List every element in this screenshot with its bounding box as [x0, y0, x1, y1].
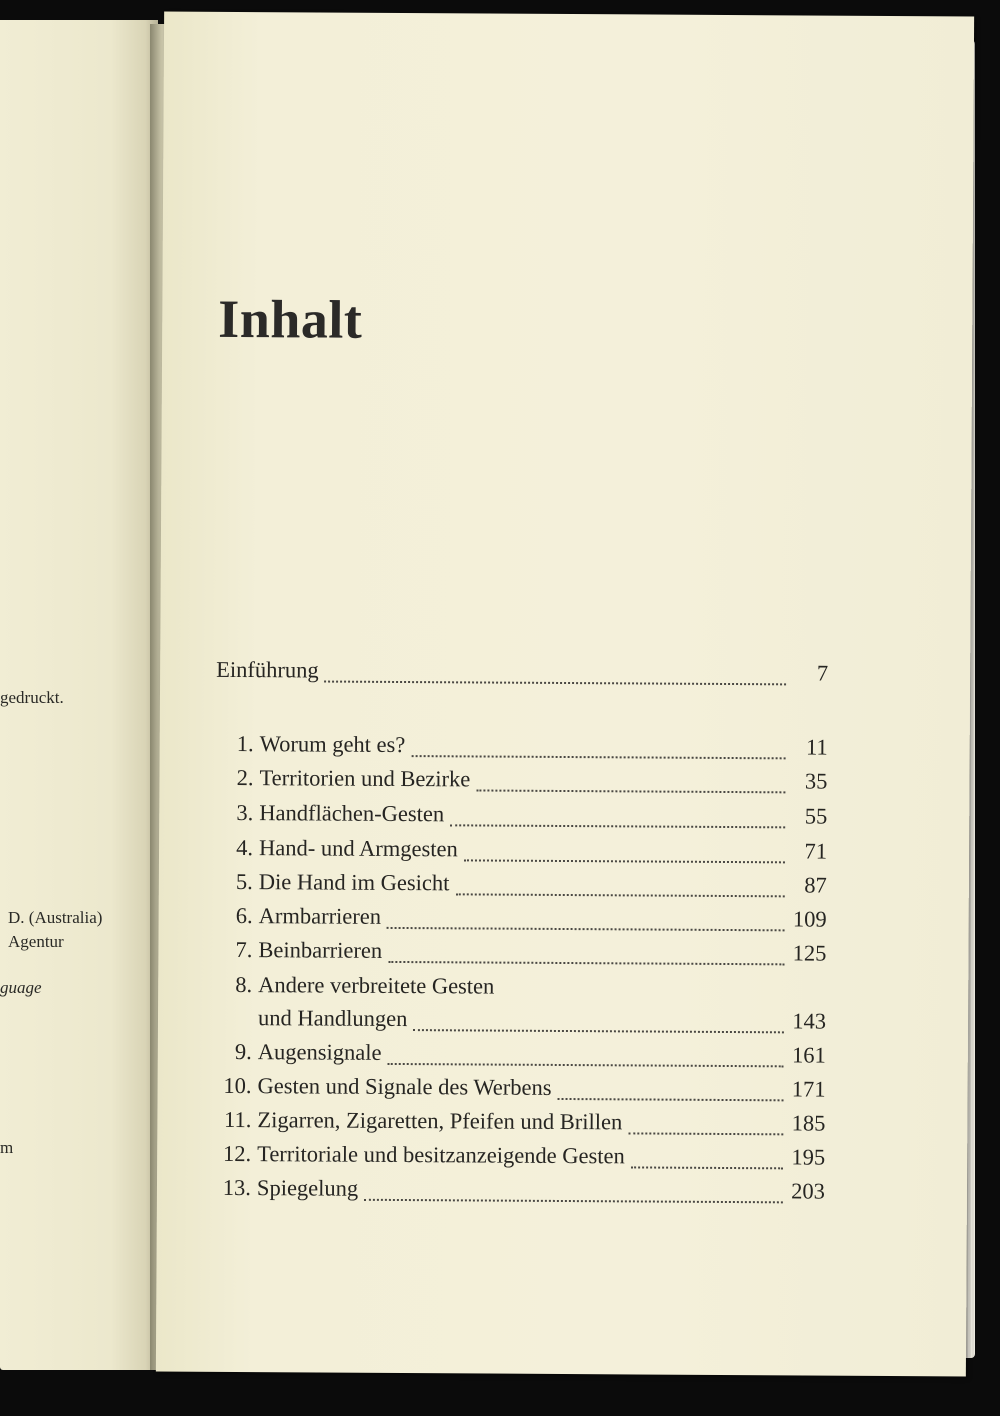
toc-dot-leader	[387, 1061, 783, 1066]
toc-entry-intro	[216, 652, 828, 692]
toc-dot-leader	[476, 788, 785, 793]
toc-dot-leader	[411, 754, 785, 759]
left-text-fragment: D. (Australia)	[8, 908, 103, 927]
toc-dot-leader	[387, 925, 785, 930]
toc-entry-number: 11.	[224, 1106, 252, 1133]
toc-entry-label: Territoriale und besitzanzeigende Gesten	[257, 1141, 625, 1169]
toc-entry-label: Gesten und Signale des Werbens	[257, 1073, 552, 1100]
toc-dot-leader	[631, 1165, 783, 1169]
toc-dot-leader	[455, 892, 784, 897]
toc-entry-number: 2.	[236, 764, 254, 791]
toc-entry-page: 185	[791, 1110, 826, 1136]
toc-entry-label: Zigarren, Zigaretten, Pfeifen und Brillen	[257, 1107, 623, 1135]
toc-entry-page: 195	[791, 1144, 826, 1170]
toc-entry-label: Spiegelung	[256, 1175, 359, 1201]
toc-entry-page: 203	[791, 1178, 826, 1204]
toc-entry-number: 6.	[235, 902, 253, 929]
toc-entry	[215, 760, 827, 800]
toc-entry	[215, 795, 827, 835]
toc-entry-number: 8.	[235, 971, 253, 998]
toc-dot-leader	[450, 823, 785, 828]
toc-entry-number: 9.	[234, 1038, 252, 1065]
toc-entry-number: 3.	[236, 799, 254, 826]
toc-dot-leader	[364, 1197, 783, 1203]
left-text-fragment: gedruckt.	[0, 688, 64, 707]
toc-entry-label: Armbarrieren	[258, 903, 382, 929]
toc-dot-leader	[557, 1096, 783, 1100]
left-page	[0, 20, 158, 1370]
toc-entry-page: 35	[804, 768, 828, 794]
toc-entry-number: 5.	[235, 868, 253, 895]
toc-dot-leader	[464, 858, 785, 863]
toc-entry-number: 4.	[236, 834, 254, 861]
toc-entry	[214, 932, 826, 972]
toc-entry-page: 11	[805, 734, 828, 760]
right-page	[156, 12, 974, 1377]
left-text-fragment: Agentur	[8, 932, 64, 951]
toc-entry-number: 10.	[223, 1072, 252, 1099]
toc-entry	[213, 1170, 825, 1210]
left-text-fragment: guage	[0, 978, 42, 997]
toc-entry-page: 7	[816, 660, 829, 686]
toc-entry-page: 161	[791, 1042, 826, 1068]
toc-entry-number: 1.	[236, 730, 254, 757]
toc-entry-number: 13.	[222, 1174, 252, 1201]
toc-dot-leader	[628, 1131, 783, 1135]
toc-entry-number: 12.	[222, 1140, 252, 1167]
toc-entry-label: Hand- und Armgesten	[258, 835, 458, 862]
toc-entry-page: 55	[804, 803, 828, 829]
toc-entry-label: Augensignale	[257, 1039, 382, 1065]
toc-entry-page: 109	[792, 906, 827, 932]
toc-entry-page: 87	[804, 872, 827, 898]
page-title: Inhalt	[218, 288, 363, 350]
toc-entry-label: Territorien und Bezirke	[259, 765, 471, 792]
table-of-contents	[156, 12, 974, 1377]
toc-entry-label: Die Hand im Gesicht	[258, 869, 450, 896]
toc-entry-number: 7.	[235, 936, 253, 963]
left-text-fragment: m	[0, 1138, 14, 1157]
toc-dot-leader	[325, 679, 787, 685]
toc-entry-label: Beinbarrieren	[258, 937, 383, 963]
toc-entry-label: und Handlungen	[257, 1005, 408, 1032]
toc-entry-label: Andere verbreitete Gesten	[258, 972, 495, 999]
toc-dot-leader	[388, 959, 784, 964]
toc-entry-label: Worum geht es?	[259, 731, 406, 758]
toc-entry-label: Einführung	[216, 656, 319, 683]
toc-entry-label: Handflächen-Gesten	[259, 800, 445, 827]
toc-entry-page: 71	[804, 838, 828, 864]
toc-entry-page: 143	[792, 1008, 827, 1034]
toc-entry-page: 171	[791, 1076, 826, 1102]
toc-entry-page: 125	[792, 940, 827, 966]
toc-dot-leader	[413, 1028, 784, 1033]
